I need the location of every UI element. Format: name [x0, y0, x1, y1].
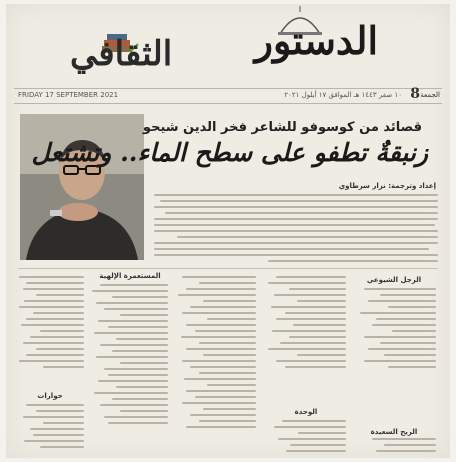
masthead — [6, 4, 450, 84]
section-divider — [18, 268, 438, 269]
intro-text — [154, 194, 438, 266]
info-bar — [14, 88, 442, 104]
article-headline: زنبقةٌ تطفو على سطح الماء.. وتشتعل — [31, 138, 428, 167]
poem-title-2: المستعمرة الإلهية — [99, 272, 161, 280]
poem-title-4: الريح السعيدة — [370, 428, 418, 436]
section-name: الجمعة — [420, 91, 440, 99]
date-arabic: ١٠ صفر ١٤٤٣ هـ الموافق ١٧ أيلول ٢٠٢١ — [284, 91, 402, 99]
poem-column-2b — [266, 420, 346, 456]
poem-column-3 — [174, 276, 256, 432]
date-english: FRIDAY 17 SEPTEMBER 2021 — [18, 91, 119, 99]
poem-column-5 — [16, 276, 84, 372]
newspaper-page — [6, 4, 450, 458]
article-byline: إعداد وترجمة: نزار سرطاوي — [338, 182, 436, 190]
poem-column-5b — [16, 404, 84, 452]
poem-title-5: حوارات — [37, 392, 63, 400]
poem-title-3: الوحدة — [294, 408, 318, 416]
poem-title-1: الرجل الشيوعي — [366, 276, 422, 284]
masthead-title: الدستور — [254, 18, 378, 63]
author-photo — [20, 114, 144, 260]
article-kicker: قصائد من كوسوفو للشاعر فخر الدين شيحو — [142, 120, 422, 135]
poem-column-1b — [356, 438, 436, 456]
page-number: 8 — [410, 86, 420, 102]
poem-column-1 — [356, 288, 436, 372]
masthead-subtitle: الثقافي — [70, 34, 173, 74]
poem-column-4 — [88, 284, 168, 428]
poem-column-2 — [264, 276, 346, 372]
